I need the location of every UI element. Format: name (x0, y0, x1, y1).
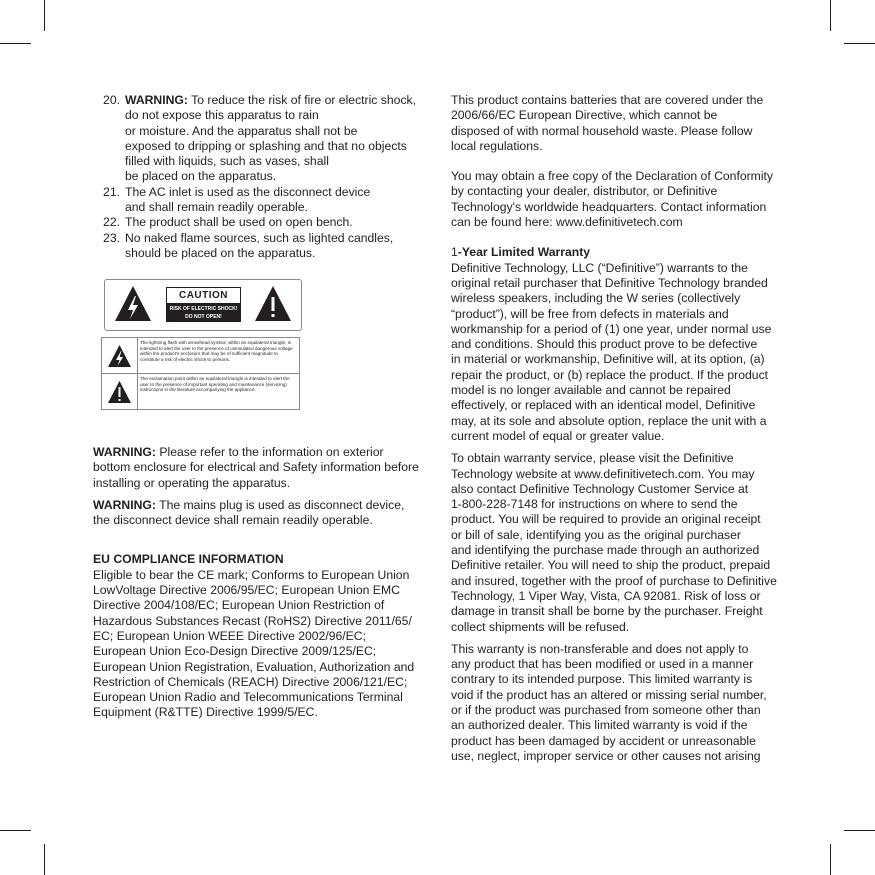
left-column (93, 93, 428, 261)
warning-lead: WARNING: (125, 93, 188, 107)
caution-text-box (166, 287, 241, 322)
caution-label (104, 279, 302, 331)
safety-item-23: 23. No naked flame sources, such as lighted candles, should be placed on the apparatus. (93, 231, 428, 262)
table-row (102, 338, 299, 374)
non-transferable-paragraph: This warranty is non-transferable and does not apply to any product that has been modified or used in a manner contrary to its intended purpose. This limited warranty is void if the product has an altered or missing serial number, or if the product was purchased from someone other than an authorized dealer. This limited warranty is void if the product has been damaged by accident or unreasonable use, neglect, improper service or other causes not arising (451, 641, 767, 763)
safety-item-21: 21. The AC inlet is used as the disconnect device and shall remain readily operable. (93, 185, 428, 216)
lightning-warning-icon (113, 284, 153, 324)
crop-mark-top-right-horizontal (844, 43, 875, 44)
list-number: 20. (103, 93, 120, 107)
eu-compliance-heading: EU COMPLIANCE INFORMATION (93, 552, 284, 567)
exclamation-triangle-icon (102, 374, 137, 409)
crop-mark-top-right-vertical (830, 0, 831, 31)
crop-mark-bottom-right-horizontal (844, 830, 875, 831)
declaration-of-conformity-paragraph: You may obtain a free copy of the Declaration of Conformity by contacting your dealer, distributor, or Definitive Technology's worldwide headquarters. Contact information can be found here: www.definitivetech.com (451, 169, 774, 230)
left-column-lower (93, 445, 428, 721)
warranty-service-paragraph: To obtain warranty service, please visit the Definitive Technology website at www.definitivetech.com. You may also contact Definitive Technology Customer Service at 1-800-228-7148 for instructions on where to send the product. You will be required to provide an original receipt or bill of sale, identifying you as the original purchaser and identifying the purchase made through an authorized Definitive retailer. You will need to ship the product, prepaid and insured, together with the proof of purchase to Definitive Technology, 1 Viper Way, Vista, CA 92081. Risk of loss or damage in transit shall be borne by the purchaser. Freight collect shipments will be refused. (451, 451, 777, 634)
eu-compliance-text: Eligible to bear the CE mark; Conforms to European Union LowVoltage Directive 2006/95/EC; European Union EMC Directive 2004/108/EC; European Union Restriction of Hazardous Substances Recast (RoHS2) Directive 2011/65/ EC; European Union WEEE Directive 2002/96/EC; European Union Eco-Design Directive 2009/125/EC; European Union Registration, Evaluation, Authorization and Restriction of Chemicals (REACH) Directive 2006/121/EC; European Union Radio and Telecommunications Terminal Equipment (R&TTE) Directive 1999/5/EC. (93, 567, 415, 720)
exclamation-explanation: The exclamation point within an equilateral triangle is intended to alert the user to the presence of important operating and maintenance (servicing) instructions in the literature accompanying the appliance. (140, 376, 290, 393)
warranty-paragraph: Definitive Technology, LLC (“Definitive”) warrants to the original retail purchaser that Definitive Technology branded wireless speakers, including the W series (collectively “product”), will be free from defects in materials and workmanship for a period of (1) one year, under normal use and conditions. Should this product prove to be defective in material or workmanship, Definitive will, at its option, (a) repair the product, or (b) replace the product. If the product model is no longer available and cannot be repaired effectively, or replaced with an identical model, Definitive may, at its sole and absolute option, replace the unit with a current model of equal or greater value. (451, 260, 772, 443)
caution-title: CAUTION (167, 288, 240, 304)
symbol-explanation-table (101, 337, 300, 410)
warning-lead: WARNING: (93, 497, 156, 512)
lightning-triangle-icon (102, 338, 137, 373)
crop-mark-bottom-left-horizontal (0, 830, 31, 831)
safety-instructions-list (93, 93, 428, 261)
crop-mark-top-left-horizontal (0, 43, 31, 44)
exclamation-warning-icon (253, 284, 293, 324)
safety-item-22: 22. The product shall be used on open bench. (93, 215, 428, 230)
warning-paragraph-2: WARNING: The mains plug is used as disconnect device, the disconnect device shall remain readily operable. (93, 497, 405, 528)
table-row (102, 374, 299, 409)
list-number: 21. (103, 184, 120, 199)
list-number: 22. (103, 215, 120, 230)
lightning-explanation: The lightning flash with arrowhead symbol, within an equilateral triangle, is intended to alert the user to the presence of uninsulated dangerous voltage within the product's enclosure that may be of sufficient magnitude to constitute a risk of electric shock to persons. (140, 340, 293, 362)
crop-mark-top-left-vertical (44, 0, 45, 31)
right-column (451, 93, 791, 764)
warning-paragraph-1: WARNING: Please refer to the information on exterior bottom enclosure for electrical and Safety information before installing or operating the apparatus. (93, 445, 419, 490)
list-number: 23. (103, 230, 120, 245)
battery-directive-paragraph: This product contains batteries that are covered under the 2006/66/EC European Directive, which cannot be disposed of with normal household waste. Please follow local regulations. (451, 93, 764, 153)
warranty-heading: 1-Year Limited Warranty (451, 245, 591, 260)
safety-item-20: 20. WARNING: To reduce the risk of fire or electric shock, do not expose this apparatus to rain or moisture. And the apparatus shall not be exposed to dripping or splashing and that no objects filled with liquids, such as vases, shall be placed on the apparatus. (93, 93, 428, 185)
caution-subtitle: RISK OF ELECTRIC SHOCK! DO NOT OPEN! (167, 304, 240, 321)
crop-mark-bottom-left-vertical (44, 844, 45, 875)
warning-lead: WARNING: (93, 445, 156, 459)
crop-mark-bottom-right-vertical (830, 844, 831, 875)
